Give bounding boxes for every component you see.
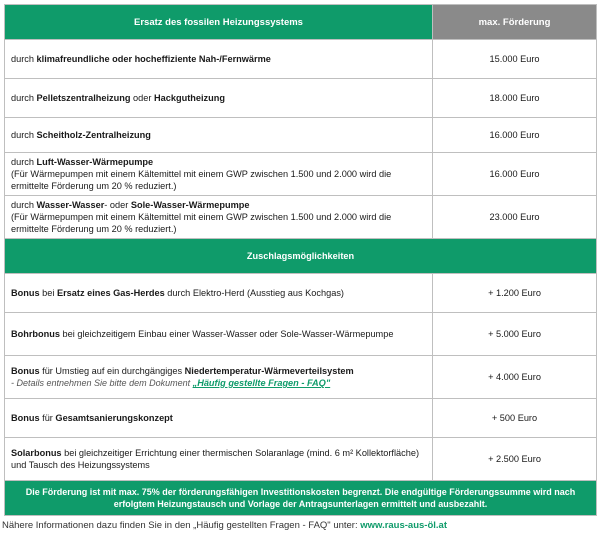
section-title: Zuschlagsmöglichkeiten [5, 239, 597, 274]
footer-row [5, 481, 597, 516]
row-description: durch Wasser-Wasser- oder Sole-Wasser-Wärmepumpe (Für Wärmepumpen mit einem Kältemittel mit einem GWP zwischen 1.500 und 2.000 wird die ermittelte Förderung um 20 % reduziert.) [5, 196, 433, 239]
table-row [5, 313, 597, 356]
header-max-funding: max. Förderung [433, 5, 597, 40]
more-info-text: Nähere Informationen dazu finden Sie in den „Häufig gestellten Fragen - FAQ" unter: [2, 520, 361, 531]
table-row [5, 153, 597, 196]
row-description: durch Luft-Wasser-Wärmepumpe (Für Wärmepumpen mit einem Kältemittel mit einem GWP zwischen 1.500 und 2.000 wird die ermittelte Förderung um 20 % reduziert.) [5, 153, 433, 196]
table-row [5, 79, 597, 118]
row-value: 16.000 Euro [433, 153, 597, 196]
row-description: Bohrbonus bei gleichzeitigem Einbau einer Wasser-Wasser oder Sole-Wasser-Wärmepumpe [5, 313, 433, 356]
funding-table [4, 4, 597, 516]
row-description: Bonus bei Ersatz eines Gas-Herdes durch Elektro-Herd (Ausstieg aus Kochgas) [5, 274, 433, 313]
header-replacement: Ersatz des fossilen Heizungssystems [5, 5, 433, 40]
row-value: + 4.000 Euro [433, 356, 597, 399]
table-row [5, 40, 597, 79]
footer-note: Die Förderung ist mit max. 75% der förderungsfähigen Investitionskosten begrenzt. Die endgültige Förderungssumme wird nach erfolgtem Heizungstausch und Vorlage der Antragsunterlagen ermittelt und ausbezahlt. [5, 481, 597, 516]
row-description: durch Pelletszentralheizung oder Hackgutheizung [5, 79, 433, 118]
row-value: 16.000 Euro [433, 118, 597, 153]
section-header-row [5, 239, 597, 274]
row-description: Bonus für Gesamtsanierungskonzept [5, 399, 433, 438]
more-info-line [2, 520, 447, 531]
table-row [5, 274, 597, 313]
row-value: 15.000 Euro [433, 40, 597, 79]
row-value: 18.000 Euro [433, 79, 597, 118]
row-description: Bonus für Umstieg auf ein durchgängiges Niedertemperatur-Wärmeverteilsystem - Details entnehmen Sie bitte dem Dokument „Häufig gestellte Fragen - FAQ" [5, 356, 433, 399]
row-value: 23.000 Euro [433, 196, 597, 239]
row-description: durch klimafreundliche oder hocheffiziente Nah-/Fernwärme [5, 40, 433, 79]
table-header-row [5, 5, 597, 40]
table-row [5, 399, 597, 438]
table-row [5, 356, 597, 399]
row-description: Solarbonus bei gleichzeitiger Errichtung einer thermischen Solaranlage (mind. 6 m² Kollektorfläche) und Tausch des Heizungssystems [5, 438, 433, 481]
row-value: + 1.200 Euro [433, 274, 597, 313]
row-value: + 500 Euro [433, 399, 597, 438]
table-row [5, 196, 597, 239]
funding-table-wrapper [4, 4, 596, 516]
table-row [5, 438, 597, 481]
row-value: + 2.500 Euro [433, 438, 597, 481]
faq-note: - Details entnehmen Sie bitte dem Dokument [11, 378, 193, 388]
website-link[interactable]: www.raus-aus-öl.at [360, 520, 447, 531]
row-value: + 5.000 Euro [433, 313, 597, 356]
row-description: durch Scheitholz-Zentralheizung [5, 118, 433, 153]
table-row [5, 118, 597, 153]
faq-link[interactable]: „Häufig gestellte Fragen - FAQ" [192, 378, 331, 388]
